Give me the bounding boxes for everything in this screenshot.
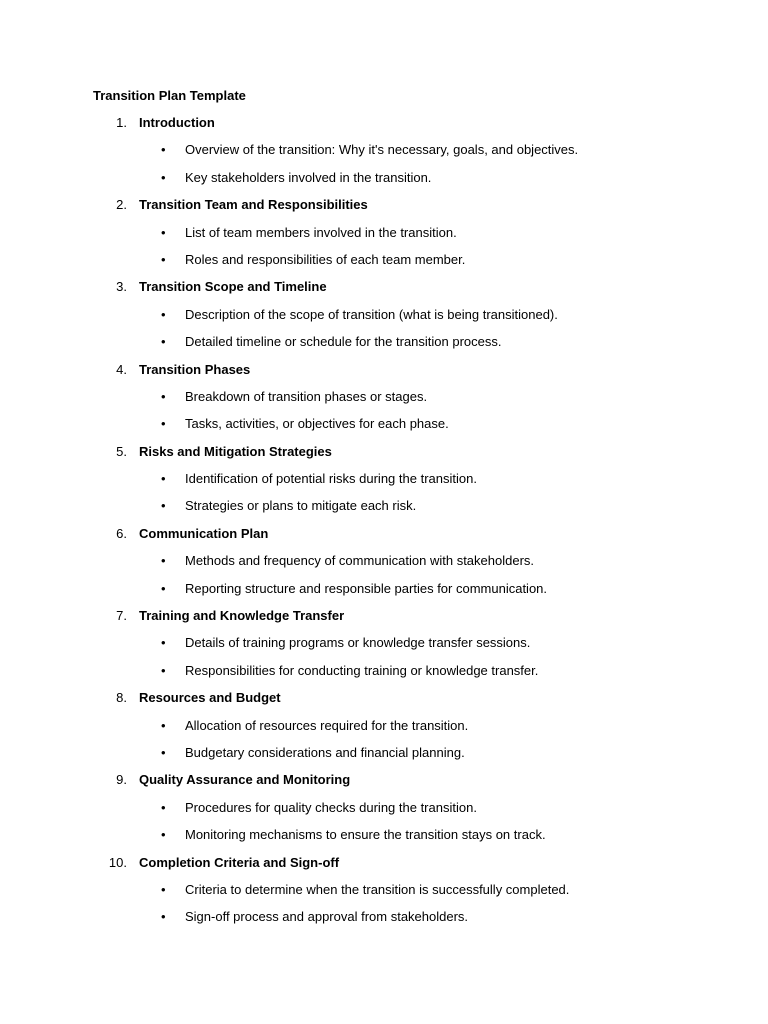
section-title: Transition Team and Responsibilities xyxy=(139,197,368,213)
bullet-icon: • xyxy=(161,580,166,596)
list-item-text: Strategies or plans to mitigate each risk. xyxy=(185,498,417,514)
bullet-icon: • xyxy=(161,662,166,678)
section-title: Training and Knowledge Transfer xyxy=(139,608,345,624)
list-item-text: Reporting structure and responsible parties for communication. xyxy=(185,580,548,596)
list-item xyxy=(0,662,768,689)
list-item-text: Sign-off process and approval from stakeholders. xyxy=(185,909,469,925)
section-title: Quality Assurance and Monitoring xyxy=(139,772,351,788)
list-item-text: Criteria to determine when the transition is successfully completed. xyxy=(185,881,570,897)
section-number: 5. xyxy=(116,443,127,459)
section-title: Introduction xyxy=(139,115,215,130)
section-number: 3. xyxy=(116,279,127,295)
list-item xyxy=(0,333,768,360)
list-item-text: Methods and frequency of communication with stakeholders. xyxy=(185,553,535,569)
section-number: 1. xyxy=(116,115,127,130)
bullet-icon: • xyxy=(161,224,166,240)
list-item-text: Budgetary considerations and financial planning. xyxy=(185,744,465,760)
section-heading xyxy=(0,607,768,634)
section-title: Communication Plan xyxy=(139,525,269,541)
list-item xyxy=(0,306,768,333)
bullet-icon: • xyxy=(161,306,166,322)
section-title: Completion Criteria and Sign-off xyxy=(139,854,340,870)
section-number: 9. xyxy=(116,772,127,788)
bullet-icon: • xyxy=(161,881,166,897)
section-heading xyxy=(0,689,768,716)
bullet-icon: • xyxy=(161,744,166,760)
list-item xyxy=(0,169,768,196)
bullet-icon: • xyxy=(161,416,166,432)
section-heading xyxy=(0,196,768,223)
section-number: 2. xyxy=(116,197,127,213)
list-item-text: Overview of the transition: Why it's necessary, goals, and objectives. xyxy=(185,142,579,158)
list-item xyxy=(0,224,768,251)
list-item xyxy=(0,388,768,415)
bullet-icon: • xyxy=(161,388,166,404)
bullet-icon: • xyxy=(161,142,166,158)
bullet-icon: • xyxy=(161,471,166,487)
bullet-icon: • xyxy=(161,799,166,815)
list-item xyxy=(0,799,768,826)
bullet-icon: • xyxy=(161,334,166,350)
list-item-text: List of team members involved in the transition. xyxy=(185,224,457,240)
list-item-text: Procedures for quality checks during the transition. xyxy=(185,799,477,815)
list-item xyxy=(0,580,768,607)
list-item xyxy=(0,552,768,579)
list-item-text: Monitoring mechanisms to ensure the transition stays on track. xyxy=(185,827,546,843)
section-list xyxy=(0,114,768,936)
section-heading xyxy=(0,771,768,798)
section-title: Transition Scope and Timeline xyxy=(139,279,327,295)
list-item xyxy=(0,470,768,497)
list-item-text: Key stakeholders involved in the transition. xyxy=(185,169,432,185)
section-heading xyxy=(0,278,768,305)
list-item xyxy=(0,415,768,442)
list-item-text: Roles and responsibilities of each team member. xyxy=(185,251,466,267)
list-item xyxy=(0,908,768,935)
list-item xyxy=(0,251,768,278)
list-item xyxy=(0,826,768,853)
section-heading xyxy=(0,361,768,388)
section-title: Risks and Mitigation Strategies xyxy=(139,443,332,459)
list-item-text: Description of the scope of transition (what is being transitioned). xyxy=(185,306,558,322)
list-item xyxy=(0,497,768,524)
bullet-icon: • xyxy=(161,827,166,843)
bullet-icon: • xyxy=(161,635,166,651)
section-heading xyxy=(0,443,768,470)
list-item-text: Detailed timeline or schedule for the transition process. xyxy=(185,334,502,350)
bullet-icon: • xyxy=(161,498,166,514)
section-number: 8. xyxy=(116,690,127,706)
section-number: 4. xyxy=(116,361,127,377)
section-title: Resources and Budget xyxy=(139,690,281,706)
bullet-icon: • xyxy=(161,717,166,733)
list-item xyxy=(0,634,768,661)
list-item-text: Breakdown of transition phases or stages. xyxy=(185,388,428,404)
list-item-text: Responsibilities for conducting training or knowledge transfer. xyxy=(185,662,539,678)
list-item-text: Details of training programs or knowledge transfer sessions. xyxy=(185,635,531,651)
list-item xyxy=(0,744,768,771)
document-title: Transition Plan Template xyxy=(93,88,246,103)
section-number: 7. xyxy=(116,608,127,624)
section-title: Transition Phases xyxy=(139,361,251,377)
section-heading xyxy=(0,114,768,141)
bullet-icon: • xyxy=(161,553,166,569)
list-item xyxy=(0,881,768,908)
list-item xyxy=(0,717,768,744)
bullet-icon: • xyxy=(161,169,166,185)
list-item-text: Identification of potential risks during the transition. xyxy=(185,471,477,487)
section-heading xyxy=(0,854,768,881)
list-item-text: Tasks, activities, or objectives for each phase. xyxy=(185,416,449,432)
section-heading xyxy=(0,525,768,552)
section-number: 6. xyxy=(116,525,127,541)
bullet-icon: • xyxy=(161,909,166,925)
list-item xyxy=(0,141,768,168)
bullet-icon: • xyxy=(161,251,166,267)
list-item-text: Allocation of resources required for the transition. xyxy=(185,717,469,733)
section-number: 10. xyxy=(108,854,127,870)
